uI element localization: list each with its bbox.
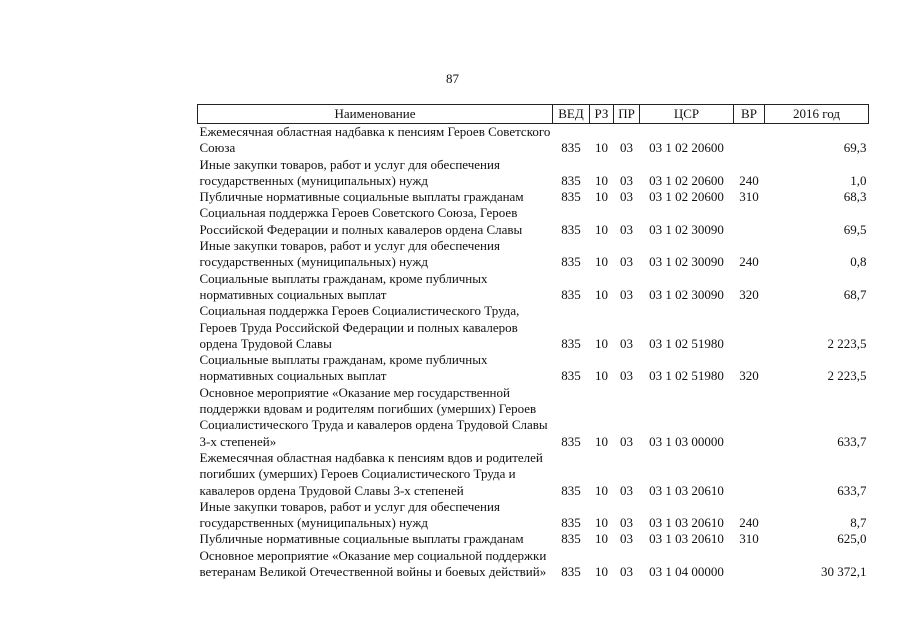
row-rz-cell: 10 — [595, 221, 608, 237]
row-amount-cell: 8,7 — [850, 515, 867, 531]
table-row — [198, 303, 869, 352]
table-body — [198, 124, 869, 581]
row-name-cell: Ежемесячная областная надбавка к пенсиям Героев Советского Союза — [199, 124, 551, 156]
table-row — [198, 531, 869, 547]
row-pr-cell: 03 — [620, 515, 633, 531]
header-year: 2016 год — [765, 105, 869, 124]
row-vr-cell — [734, 385, 765, 450]
row-ved-cell: 835 — [561, 221, 581, 237]
row-vr-cell: 320 — [739, 368, 759, 384]
table-row — [198, 499, 869, 532]
row-name-cell: Социальные выплаты гражданам, кроме публичных нормативных социальных выплат — [199, 352, 488, 384]
row-rz-cell: 10 — [595, 531, 608, 547]
row-vr-cell — [734, 450, 765, 499]
row-name-cell: Публичные нормативные социальные выплаты гражданам — [199, 189, 524, 205]
row-ved-cell: 835 — [561, 368, 581, 384]
row-csr-cell: 03 1 02 30090 — [649, 286, 724, 302]
row-amount-cell: 0,8 — [850, 254, 867, 270]
row-amount-cell: 30 372,1 — [821, 564, 867, 580]
row-vr-cell — [734, 124, 765, 157]
row-amount-cell: 68,3 — [843, 189, 867, 205]
row-vr-cell: 310 — [739, 531, 759, 547]
row-csr-cell: 03 1 03 20610 — [649, 531, 724, 547]
row-amount-cell: 2 223,5 — [827, 368, 867, 384]
row-pr-cell: 03 — [620, 335, 633, 351]
table-row — [198, 205, 869, 238]
header-rz: РЗ — [590, 105, 614, 124]
row-csr-cell: 03 1 02 51980 — [649, 368, 724, 384]
header-pr: ПР — [614, 105, 640, 124]
row-ved-cell: 835 — [561, 140, 581, 156]
row-rz-cell: 10 — [595, 286, 608, 302]
row-pr-cell: 03 — [620, 564, 633, 580]
row-amount-cell: 2 223,5 — [827, 335, 867, 351]
budget-table — [197, 104, 869, 580]
row-vr-cell: 320 — [739, 286, 759, 302]
row-name-cell: Иные закупки товаров, работ и услуг для обеспечения государственных (муниципальных) нужд — [199, 498, 500, 531]
table-row — [198, 548, 869, 581]
row-pr-cell: 03 — [620, 189, 633, 205]
header-csr: ЦСР — [640, 105, 734, 124]
row-ved-cell: 835 — [561, 564, 581, 580]
row-amount-cell: 625,0 — [837, 531, 867, 547]
row-csr-cell: 03 1 02 30090 — [649, 254, 724, 270]
row-pr-cell: 03 — [620, 482, 633, 498]
row-csr-cell: 03 1 03 20610 — [649, 482, 724, 498]
row-vr-cell: 310 — [739, 189, 759, 205]
header-name: Наименование — [198, 105, 553, 124]
table-row — [198, 352, 869, 385]
row-ved-cell: 835 — [561, 172, 581, 188]
row-csr-cell: 03 1 03 20610 — [649, 515, 724, 531]
row-pr-cell: 03 — [620, 286, 633, 302]
row-vr-cell: 240 — [739, 254, 759, 270]
row-ved-cell: 835 — [561, 335, 581, 351]
row-ved-cell: 835 — [561, 433, 581, 449]
row-rz-cell: 10 — [595, 189, 608, 205]
row-ved-cell: 835 — [561, 482, 581, 498]
row-name-cell: Основное мероприятие «Оказание мер социальной поддержки ветеранам Великой Отечественной войны и боевых действий» — [199, 547, 547, 580]
row-vr-cell: 240 — [739, 515, 759, 531]
row-name-cell: Основное мероприятие «Оказание мер государственной поддержки вдовам и родителям погибших (умерших) Героев Социалистического Труда и кавалеров ордена Трудовой Славы 3-х степеней» — [199, 384, 548, 449]
row-pr-cell: 03 — [620, 531, 633, 547]
page-number: 87 — [446, 71, 459, 86]
row-ved-cell: 835 — [561, 515, 581, 531]
row-ved-cell: 835 — [561, 254, 581, 270]
row-ved-cell: 835 — [561, 531, 581, 547]
row-rz-cell: 10 — [595, 515, 608, 531]
row-rz-cell: 10 — [595, 172, 608, 188]
row-rz-cell: 10 — [595, 254, 608, 270]
row-name-cell: Социальная поддержка Героев Социалистического Труда, Героев Труда Российской Федерации и полных кавалеров ордена Трудовой Славы — [199, 303, 520, 351]
row-rz-cell: 10 — [595, 335, 608, 351]
row-ved-cell: 835 — [561, 286, 581, 302]
row-ved-cell: 835 — [561, 189, 581, 205]
row-csr-cell: 03 1 04 00000 — [649, 564, 724, 580]
table-row — [198, 124, 869, 157]
row-csr-cell: 03 1 02 30090 — [649, 221, 724, 237]
row-name-cell: Иные закупки товаров, работ и услуг для обеспечения государственных (муниципальных) нужд — [199, 156, 500, 188]
table-row — [198, 157, 869, 190]
row-pr-cell: 03 — [620, 140, 633, 156]
row-csr-cell: 03 1 02 20600 — [649, 140, 724, 156]
row-pr-cell: 03 — [620, 433, 633, 449]
row-pr-cell: 03 — [620, 254, 633, 270]
row-name-cell: Социальные выплаты гражданам, кроме публичных нормативных социальных выплат — [199, 270, 488, 302]
row-amount-cell: 633,7 — [837, 433, 867, 449]
row-amount-cell: 1,0 — [850, 172, 867, 188]
row-rz-cell: 10 — [595, 140, 608, 156]
table-row — [198, 385, 869, 450]
row-vr-cell — [734, 548, 765, 581]
row-csr-cell: 03 1 03 00000 — [649, 433, 724, 449]
row-rz-cell: 10 — [595, 482, 608, 498]
row-pr-cell: 03 — [620, 368, 633, 384]
row-pr-cell: 03 — [620, 221, 633, 237]
table-row — [198, 271, 869, 304]
header-vr: ВР — [734, 105, 765, 124]
table-row — [198, 450, 869, 499]
row-name-cell: Иные закупки товаров, работ и услуг для обеспечения государственных (муниципальных) нужд — [199, 238, 500, 270]
row-csr-cell: 03 1 02 51980 — [649, 335, 724, 351]
row-name-cell: Социальная поддержка Героев Советского Союза, Героев Российской Федерации и полных кавалеров ордена Славы — [199, 205, 523, 237]
row-csr-cell: 03 1 02 20600 — [649, 189, 724, 205]
row-vr-cell: 240 — [739, 172, 759, 188]
row-name-cell: Ежемесячная областная надбавка к пенсиям вдов и родителей погибших (умерших) Героев Социалистического Труда и кавалеров ордена Трудовой Славы 3-х степеней — [199, 449, 543, 498]
row-vr-cell — [734, 205, 765, 238]
row-amount-cell: 68,7 — [843, 286, 867, 302]
row-csr-cell: 03 1 02 20600 — [649, 172, 724, 188]
row-vr-cell — [734, 303, 765, 352]
row-rz-cell: 10 — [595, 433, 608, 449]
row-amount-cell: 69,5 — [843, 221, 867, 237]
header-ved: ВЕД — [553, 105, 590, 124]
row-rz-cell: 10 — [595, 368, 608, 384]
row-pr-cell: 03 — [620, 172, 633, 188]
table-row — [198, 238, 869, 271]
table-row — [198, 189, 869, 205]
row-name-cell: Публичные нормативные социальные выплаты гражданам — [199, 531, 524, 547]
table-header-row — [198, 105, 869, 124]
row-amount-cell: 633,7 — [837, 482, 867, 498]
row-amount-cell: 69,3 — [843, 140, 867, 156]
row-rz-cell: 10 — [595, 564, 608, 580]
